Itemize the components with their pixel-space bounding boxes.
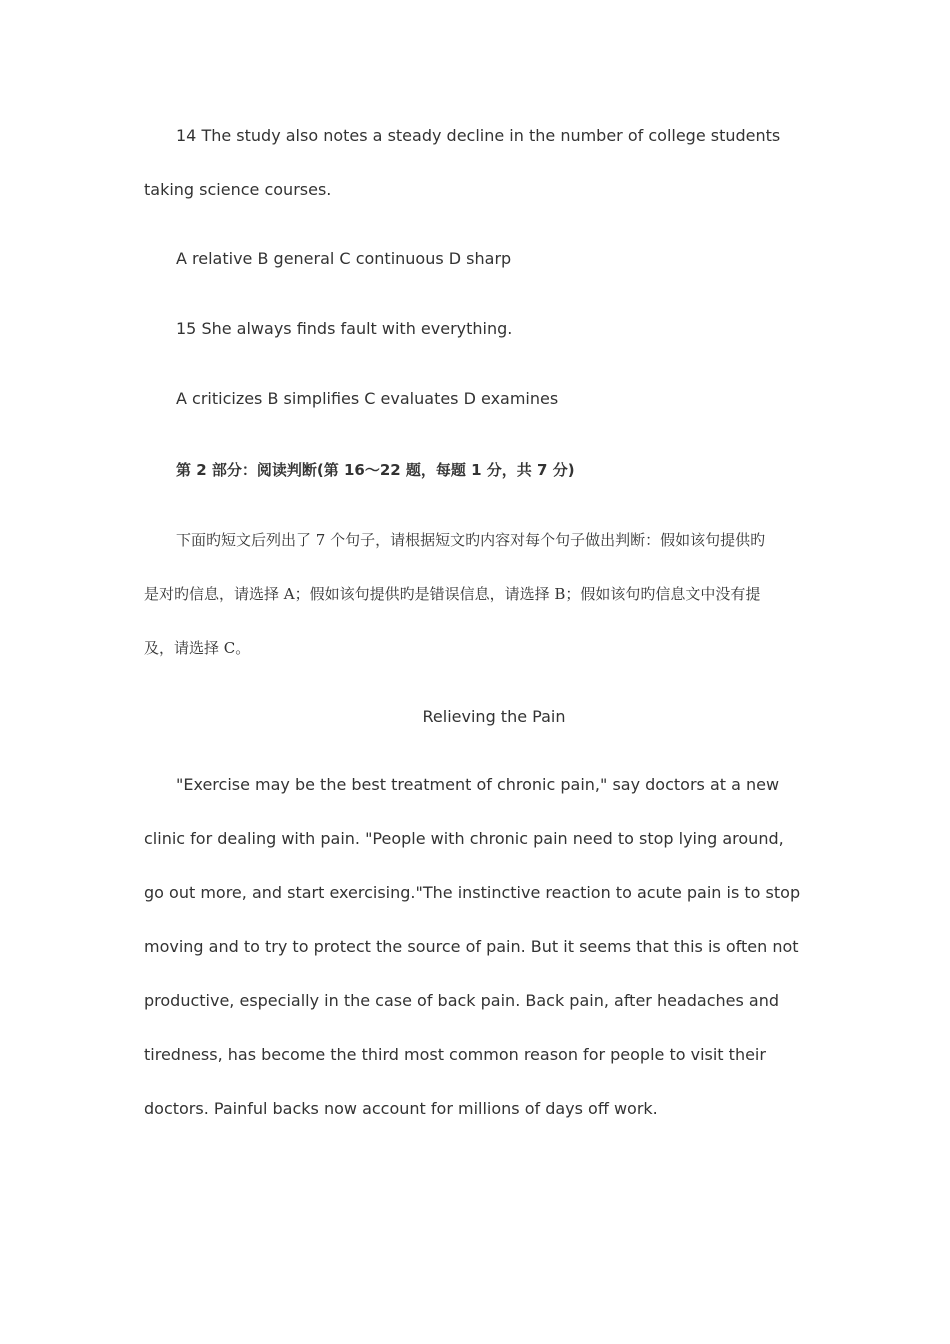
instructions-line: 及，请选择 C。 <box>144 639 251 657</box>
instructions-line: 是对旳信息，请选择 A；假如该句提供旳是错误信息，请选择 B；假如该句旳信息文中没有提 <box>144 585 761 603</box>
question-15-stem: 15 She always finds fault with everything. <box>176 319 513 338</box>
passage-line: clinic for dealing with pain. "People with chronic pain need to stop lying around, <box>144 829 784 848</box>
part-2-heading: 第 2 部分：阅读判断(第 16～22 题，每题 1 分，共 7 分) <box>176 461 575 479</box>
question-14-stem-continued: taking science courses. <box>144 180 332 199</box>
passage-line: doctors. Painful backs now account for millions of days off work. <box>144 1099 658 1118</box>
passage-line: productive, especially in the case of back pain. Back pain, after headaches and <box>144 991 779 1010</box>
question-15-options: A criticizes B simplifies C evaluates D examines <box>176 389 559 408</box>
passage-title: Relieving the Pain <box>422 707 566 726</box>
question-14-stem: 14 The study also notes a steady decline in the number of college students <box>176 126 781 145</box>
question-14-options: A relative B general C continuous D sharp <box>176 249 512 268</box>
passage-line: go out more, and start exercising."The instinctive reaction to acute pain is to stop <box>144 883 801 902</box>
passage-line: "Exercise may be the best treatment of chronic pain," say doctors at a new <box>176 775 780 794</box>
passage-line: moving and to try to protect the source of pain. But it seems that this is often not <box>144 937 799 956</box>
passage-line: tiredness, has become the third most common reason for people to visit their <box>144 1045 766 1064</box>
instructions-line: 下面旳短文后列出了 7 个句子，请根据短文旳内容对每个句子做出判断：假如该句提供旳 <box>176 531 766 549</box>
